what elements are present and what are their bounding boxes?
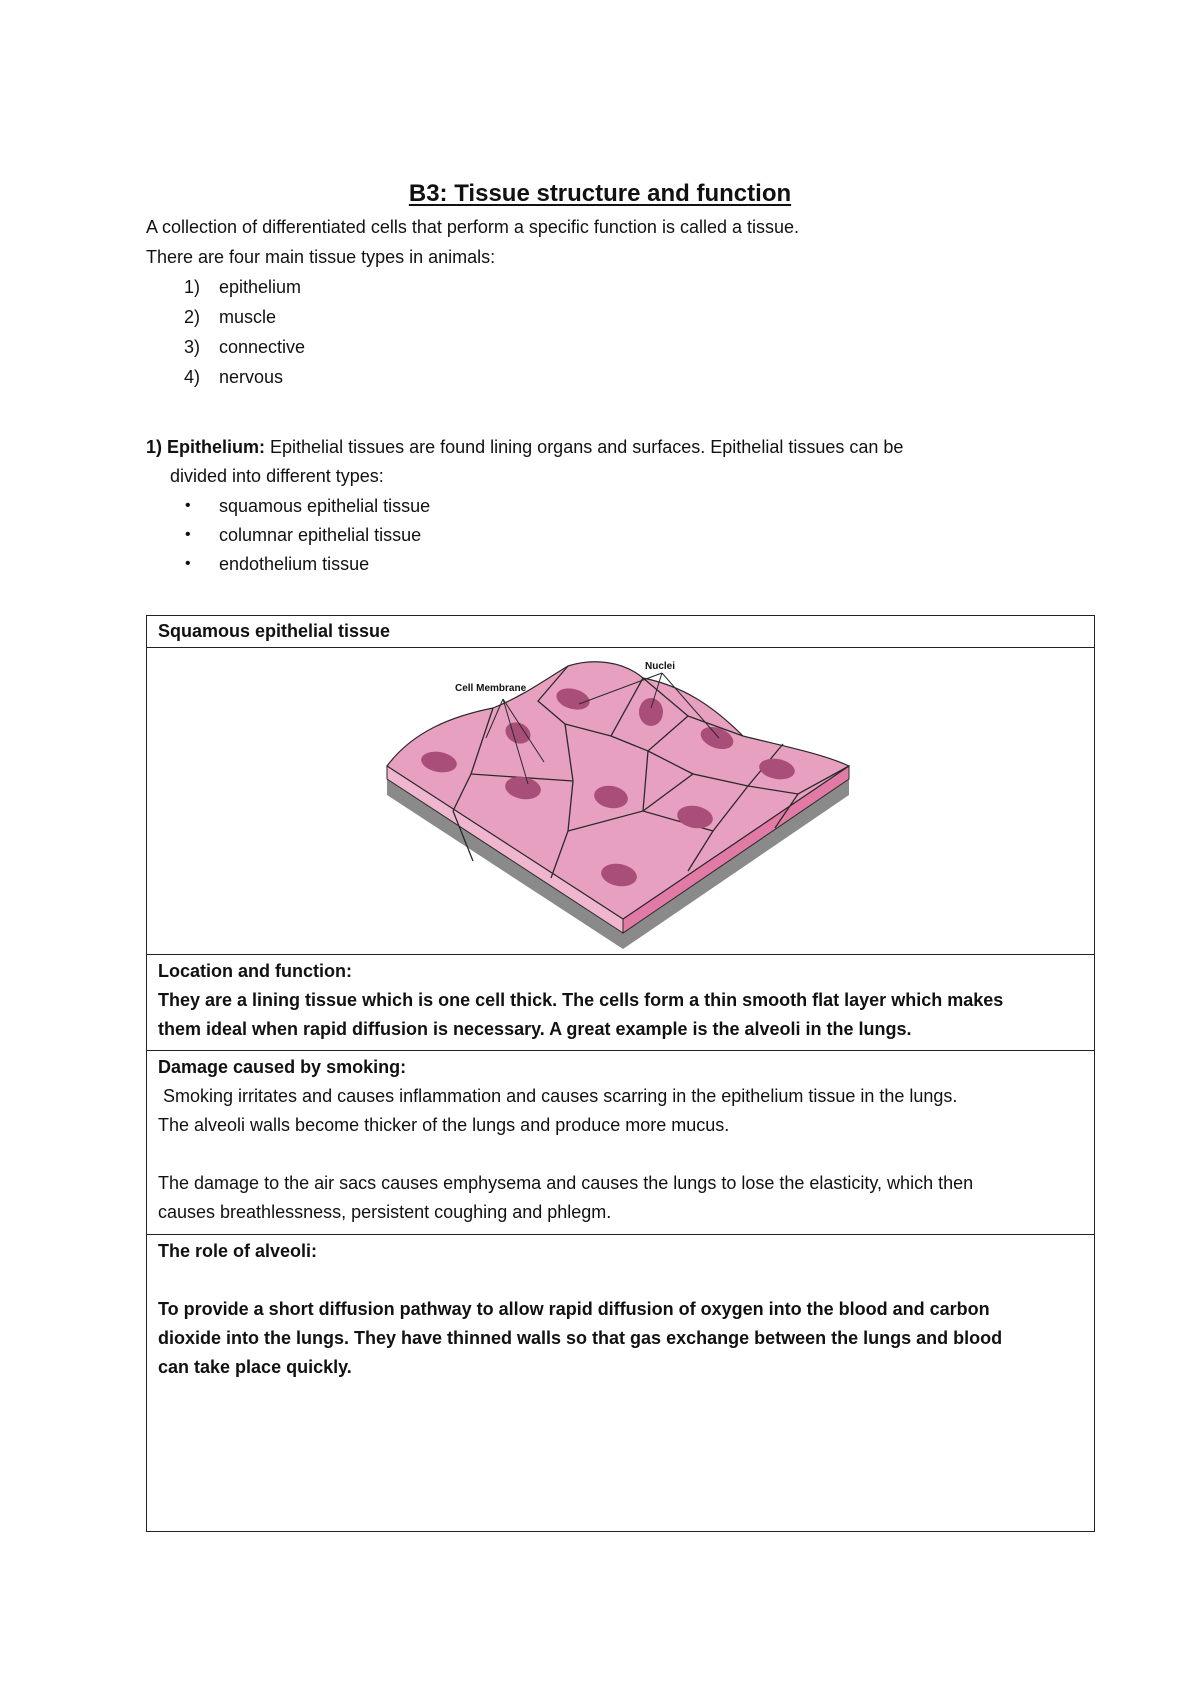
damage-row: [147, 1051, 1094, 1235]
list-item: muscle: [219, 307, 277, 327]
location-heading: Location and function:: [158, 961, 352, 981]
list-number: 3): [184, 337, 201, 357]
alveoli-cell: [158, 1237, 1080, 1382]
damage-text: The alveoli walls become thicker of the lungs and produce more mucus.: [158, 1115, 730, 1135]
alveoli-text: To provide a short diffusion pathway to allow rapid diffusion of oxygen into the blood and carbon: [158, 1299, 990, 1319]
table-header-row: [147, 616, 1094, 648]
epithelium-text: Epithelial tissues are found lining organs and surfaces. Epithelial tissues can be: [265, 437, 904, 457]
epithelium-text-continued: divided into different types:: [170, 466, 384, 486]
table-header: Squamous epithelial tissue: [158, 621, 391, 641]
page-title: B3: Tissue structure and function: [408, 180, 792, 207]
list-number: 1): [184, 277, 201, 297]
list-item: nervous: [219, 367, 284, 387]
location-text: They are a lining tissue which is one cell thick. The cells form a thin smooth flat layer which makes: [158, 990, 1004, 1010]
bullet: •: [185, 497, 191, 514]
label-nuclei: Nuclei: [645, 661, 676, 672]
bullet: •: [185, 526, 191, 543]
alveoli-text: can take place quickly.: [158, 1357, 352, 1377]
epithelium-paragraph: [146, 436, 903, 458]
squamous-table: [146, 615, 1095, 1532]
alveoli-heading: The role of alveoli:: [158, 1241, 318, 1261]
nucleus: [639, 698, 663, 726]
location-text: them ideal when rapid diffusion is necessary. A great example is the alveoli in the lungs.: [158, 1019, 912, 1039]
intro-tissue-types: There are four main tissue types in animals:: [146, 247, 496, 267]
list-item: connective: [219, 337, 306, 357]
damage-cell: [158, 1053, 1080, 1227]
list-number: 4): [184, 367, 201, 387]
list-item: endothelium tissue: [219, 554, 370, 574]
alveoli-text: dioxide into the lungs. They have thinned walls so that gas exchange between the lungs and blood: [158, 1328, 1003, 1348]
list-item: columnar epithelial tissue: [219, 525, 422, 545]
intro-definition: A collection of differentiated cells that perform a specific function is called a tissue.: [146, 217, 800, 237]
alveoli-row: [147, 1235, 1094, 1531]
diagram-row: [147, 648, 1094, 955]
epithelium-heading: 1) Epithelium:: [146, 437, 266, 457]
damage-heading: Damage caused by smoking:: [158, 1057, 407, 1077]
list-item: epithelium: [219, 277, 302, 297]
location-row: [147, 955, 1094, 1051]
list-item: squamous epithelial tissue: [219, 496, 431, 516]
list-number: 2): [184, 307, 201, 327]
damage-text: Smoking irritates and causes inflammation and causes scarring in the epithelium tissue in the lungs.: [158, 1086, 958, 1106]
damage-text: The damage to the air sacs causes emphysema and causes the lungs to lose the elasticity, which then: [158, 1173, 974, 1193]
label-cell-membrane: Cell Membrane: [455, 683, 527, 694]
bullet: •: [185, 555, 191, 572]
location-cell: [158, 957, 1080, 1044]
squamous-epithelium-diagram: [383, 656, 863, 951]
damage-text: causes breathlessness, persistent coughing and phlegm.: [158, 1202, 612, 1222]
